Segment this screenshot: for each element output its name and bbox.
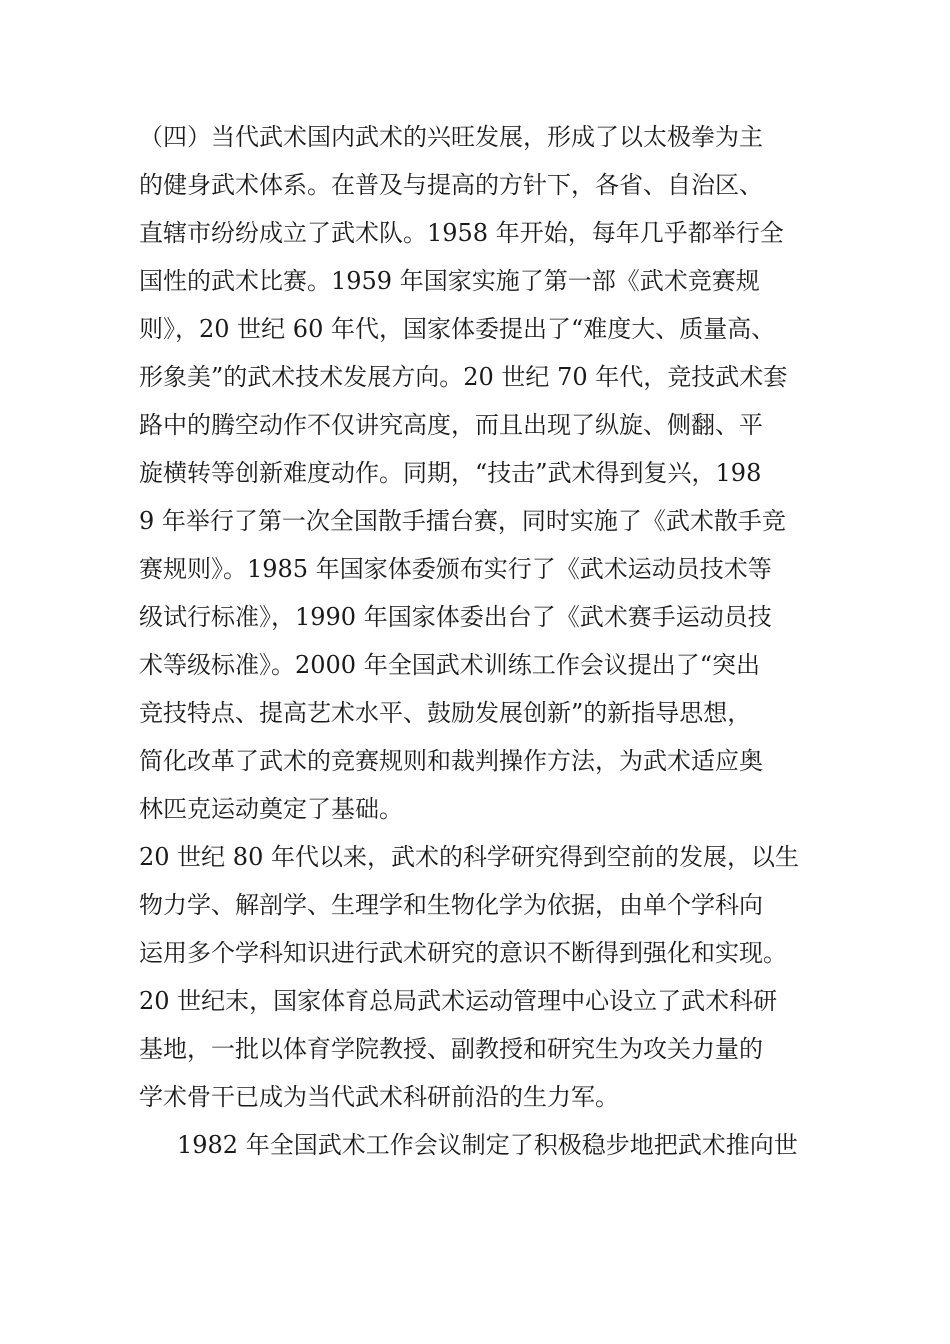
text-line: 运用多个学科知识进行武术研究的意识不断得到强化和实现。: [139, 939, 787, 967]
text-line: 物力学、解剖学、生理学和生物化学为依据，由单个学科向: [139, 891, 763, 919]
text-line: 级试行标准》，1990 年国家体委出台了《武术赛手运动员技: [139, 603, 772, 631]
text-line: （四）当代武术国内武术的兴旺发展，形成了以太极拳为主: [139, 123, 763, 151]
text-line: 9 年举行了第一次全国散手擂台赛，同时实施了《武术散手竞: [139, 507, 786, 535]
text-line: 基地，一批以体育学院教授、副教授和研究生为攻关力量的: [139, 1035, 763, 1063]
text-line: 形象美”的武术技术发展方向。20 世纪 70 年代，竞技武术套: [139, 363, 788, 391]
text-line: 20 世纪 80 年代以来，武术的科学研究得到空前的发展，以生: [139, 843, 799, 871]
body-text: [139, 113, 829, 1169]
text-line: 简化改革了武术的竞赛规则和裁判操作方法，为武术适应奥: [139, 747, 763, 775]
text-line: 路中的腾空动作不仅讲究高度，而且出现了纵旋、侧翻、平: [139, 411, 763, 439]
text-line: 术等级标准》。2000 年全国武术训练工作会议提出了“突出: [139, 651, 760, 679]
text-line: 学术骨干已成为当代武术科研前沿的生力军。: [139, 1083, 619, 1111]
text-line: 20 世纪末，国家体育总局武术运动管理中心设立了武术科研: [139, 987, 778, 1015]
text-line: 旋横转等创新难度动作。同期，“技击”武术得到复兴，198: [139, 459, 762, 487]
text-line: 林匹克运动奠定了基础。: [139, 795, 403, 823]
text-line: 竞技特点、提高艺术水平、鼓励发展创新”的新指导思想，: [139, 699, 752, 727]
text-line: 则》，20 世纪 60 年代，国家体委提出了“难度大、质量高、: [139, 315, 776, 343]
text-line: 直辖市纷纷成立了武术队。1958 年开始，每年几乎都举行全: [139, 219, 784, 247]
text-line: 国性的武术比赛。1959 年国家实施了第一部《武术竞赛规: [139, 267, 760, 295]
text-line-indented: 1982 年全国武术工作会议制定了积极稳步地把武术推向世: [177, 1131, 798, 1159]
text-line: 的健身武术体系。在普及与提高的方针下，各省、自治区、: [139, 171, 763, 199]
text-line: 赛规则》。1985 年国家体委颁布实行了《武术运动员技术等: [139, 555, 772, 583]
